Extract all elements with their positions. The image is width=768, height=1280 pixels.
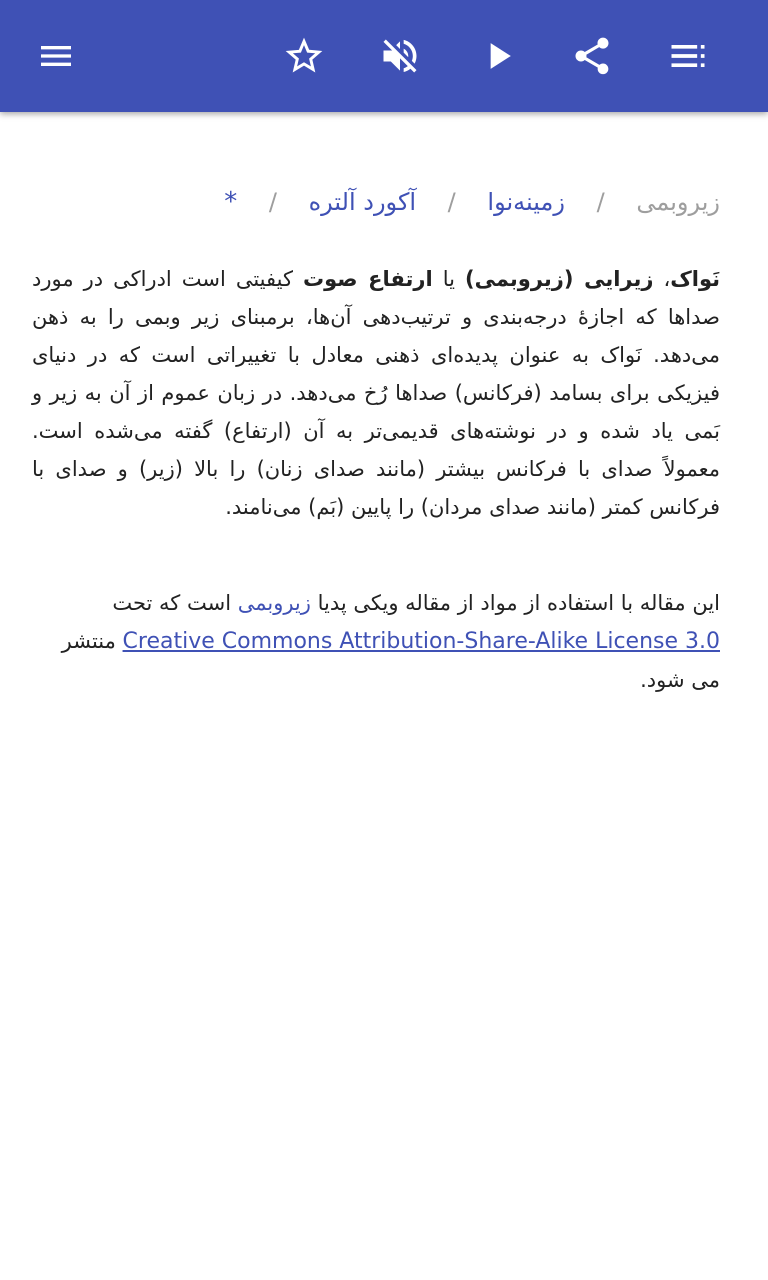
menu-icon [36, 36, 76, 76]
share-button[interactable] [564, 28, 620, 84]
article-paragraph [32, 260, 720, 526]
favorite-button[interactable] [276, 28, 332, 84]
play-button[interactable] [470, 28, 526, 84]
playlist-icon [666, 34, 710, 78]
term-separator: ، [653, 267, 671, 291]
article-body: کیفیتی است ادراکی در مورد صداها که اجازهٔ درجه‌بندی و ترتیب‌دهی آن‌ها، برمبنای زیر وبمی را به ذهن می‌دهد. نَواک به عنوان پدیده‌ای ذهنی معادل با تغییراتی است که در دنیای فیزیکی برای بسامد (فرکانس) صداها رُخ می‌دهد. در زبان عموم از آن به زیر و بَمی یاد شده و در نوشته‌های قدیمی‌تر به آن (ارتفاع) گفته می‌شده است. معمولاً صدای با فرکانس بیشتر (مانند صدای زنان) را بالا (زیر) و صدای با فرکانس کمتر (مانند صدای مردان) را پایین (بَم) می‌نامند. [32, 267, 720, 519]
license-prefix: این مقاله با استفاده از مواد از مقاله ویکی پدیا [310, 591, 720, 615]
play-icon [476, 34, 520, 78]
breadcrumb-current: زیروبمی [636, 188, 720, 216]
app-toolbar [0, 0, 768, 112]
source-article-link[interactable]: زیروبمی [237, 591, 311, 615]
term-tertiary: ارتفاع صوت [302, 267, 433, 291]
license-middle: است که تحت [112, 591, 238, 615]
breadcrumb [32, 184, 720, 220]
star-icon [282, 34, 326, 78]
mute-button[interactable] [372, 28, 428, 84]
contents-button[interactable] [660, 28, 716, 84]
term-secondary: زیرایی (زیروبمی) [464, 267, 654, 291]
breadcrumb-separator: / [596, 188, 605, 216]
breadcrumb-root[interactable]: * [224, 187, 238, 217]
article-content [32, 112, 720, 699]
term-primary: نَواک [670, 267, 721, 291]
license-link[interactable]: Creative Commons Attribution-Share-Alike License 3.0 [122, 629, 720, 654]
breadcrumb-link-2[interactable]: آکورد آلتره [308, 188, 417, 216]
breadcrumb-link-1[interactable]: زمینه‌نوا [487, 188, 565, 216]
license-notice [32, 584, 720, 699]
share-icon [570, 34, 614, 78]
breadcrumb-separator: / [268, 188, 277, 216]
breadcrumb-separator: / [447, 188, 456, 216]
license-suffix: منتشر می شود. [61, 629, 720, 692]
term-or: یا [432, 267, 465, 291]
volume-off-icon [378, 34, 422, 78]
menu-button[interactable] [28, 28, 84, 84]
